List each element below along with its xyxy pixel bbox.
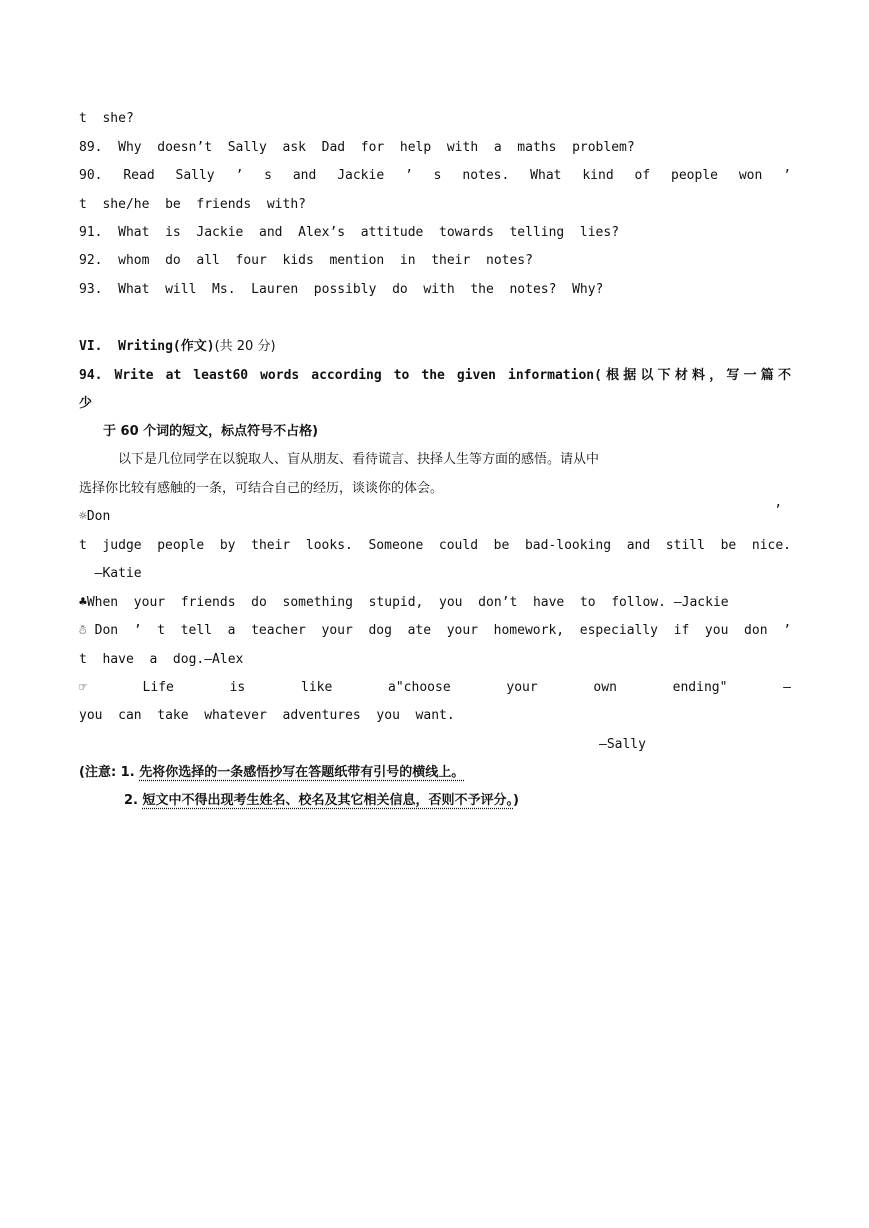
question-89: 89. Why doesn’t Sally ask Dad for help with a maths problem? — [79, 140, 635, 155]
quote-katie-apostrophe: ’ — [774, 503, 782, 518]
intro-line-2: 选择你比较有感触的一条，可结合自己的经历，谈谈你的体会。 — [79, 481, 444, 496]
quote-jackie: ♣When your friends do something stupid, you don’t have to follow. —Jackie — [79, 595, 729, 610]
question-90-line2: t she/he be friends with? — [79, 197, 306, 212]
question-90-line1: 90. Read Sally ’ s and Jackie ’ s notes. What kind of people won ’ — [79, 168, 791, 183]
section-score: (共 20 分) — [214, 339, 276, 354]
note-2-prefix: 2. — [124, 793, 143, 808]
task-line-1: 94. Write at least60 words according to the given information(根据以下材料，写一篇不 — [79, 368, 791, 383]
quote-katie-author: —Katie — [79, 566, 142, 581]
quote-sally-line2: you can take whatever adventures you want. — [79, 708, 455, 723]
note-1-prefix: (注意: 1. — [79, 765, 140, 780]
quote-katie-start: ☼Don — [79, 509, 111, 524]
section-title: VI. Writing(作文) — [79, 339, 215, 354]
section-heading — [79, 338, 791, 356]
task-line-3: 于 60 个词的短文，标点符号不占格) — [103, 424, 319, 439]
question-88-tail: t she? — [79, 111, 134, 126]
note-2-text: 短文中不得出现考生姓名、校名及其它相关信息，否则不予评分。 — [142, 793, 514, 808]
note-2 — [124, 792, 836, 810]
note-1 — [79, 764, 791, 782]
question-92: 92. whom do all four kids mention in their notes? — [79, 253, 533, 268]
quote-alex-line1: ☃Don ’ t tell a teacher your dog ate your homework, especially if you don ’ — [79, 623, 791, 638]
quote-sally-author: —Sally — [599, 737, 646, 752]
task-line-2: 少 — [79, 396, 93, 411]
quote-katie-line2: t judge people by their looks. Someone could be bad-looking and still be nice. — [79, 538, 791, 553]
quote-alex-line2: t have a dog.—Alex — [79, 652, 244, 667]
note-1-text: 先将你选择的一条感悟抄写在答题纸带有引号的横线上。 — [139, 765, 465, 780]
question-91: 91. What is Jackie and Alex’s attitude towards telling lies? — [79, 225, 620, 240]
quote-sally-line1: ☞ Life is like a"choose your own ending" — — [79, 680, 791, 695]
intro-line-1: 以下是几位同学在以貌取人、盲从朋友、看待谎言、抉择人生等方面的感悟。请从中 — [118, 452, 600, 467]
note-2-suffix: ) — [513, 793, 519, 808]
question-93: 93. What will Ms. Lauren possibly do with the notes? Why? — [79, 282, 604, 297]
